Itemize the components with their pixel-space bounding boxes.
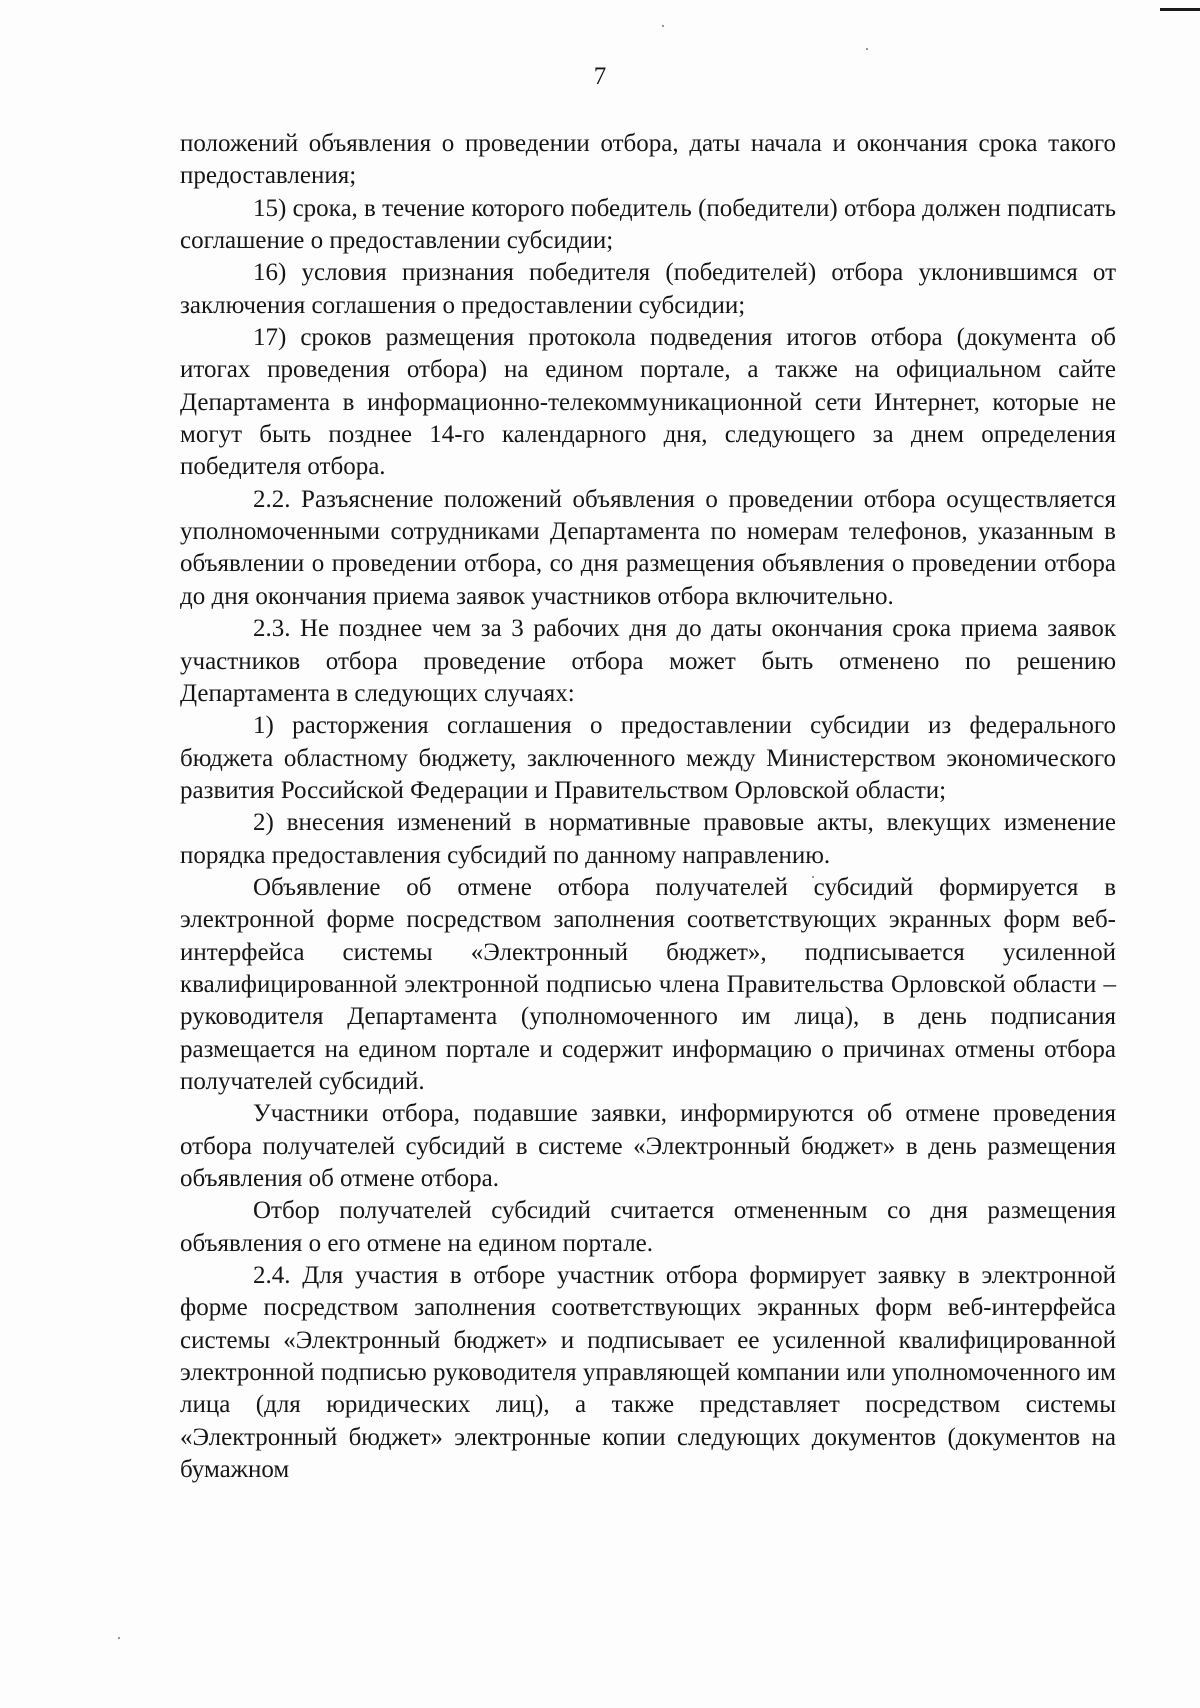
paragraph: Участники отбора, подавшие заявки, информируются об отмене проведения отбора получателей субсидий в системе «Электронный бюджет» в день размещения объявления об отмене отбора.	[180, 1100, 1116, 1192]
paragraph: 2) внесения изменений в нормативные правовые акты, влекущих изменение порядка предоставления субсидий по данному направлению.	[180, 809, 1116, 869]
paragraph: 17) сроков размещения протокола подведения итогов отбора (документа об итогах проведения отбора) на едином портале, а также на официальном сайте Департамента в информационно-телекоммуникационной сети Интернет, которые не могут быть позднее 14-го календарного дня, следующего за днем определения победителя отбора.	[180, 324, 1116, 481]
scan-speck	[866, 48, 868, 50]
scan-speck	[662, 25, 664, 27]
paragraph: 15) срока, в течение которого победитель (победители) отбора должен подписать соглашение о предоставлении субсидии;	[180, 194, 1116, 255]
page-number: 7	[593, 63, 607, 90]
paragraph: Объявление об отмене отбора получателей субсидий формируется в электронной форме посредством заполнения соответствующих экранных форм веб-интерфейса системы «Электронный бюджет», подписывается усиленной квалифицированной электронной подписью члена Правительства Орловской области – руководителя Департамента (уполномоченного им лица), в день подписания размещается на едином портале и содержит информацию о причинах отмены отбора получателей субсидий.	[180, 873, 1116, 1095]
paragraph: 2.2. Разъяснение положений объявления о проведении отбора осуществляется уполномоченными сотрудниками Департамента по номерам телефонов, указанным в объявлении о проведении отбора, со дня размещения объявления о проведении отбора до дня окончания приема заявок участников отбора включительно.	[180, 485, 1116, 610]
paragraph: 2.4. Для участия в отборе участник отбора формирует заявку в электронной форме посредством заполнения соответствующих экранных форм веб-интерфейса системы «Электронный бюджет» и подписывает ее усиленной квалифицированной электронной подписью руководителя управляющей компании или уполномоченного им лица (для юридических лиц), а также представляет посредством системы «Электронный бюджет» электронные копии следующих документов (документов на бумажном	[180, 1262, 1116, 1484]
scan-speck	[118, 1637, 120, 1639]
document-body	[180, 128, 1116, 1486]
scan-corner-mark	[1160, 8, 1200, 11]
paragraph: Отбор получателей субсидий считается отмененным со дня размещения объявления о его отмене на едином портале.	[180, 1197, 1116, 1257]
paragraph: 1) расторжения соглашения о предоставлении субсидии из федерального бюджета областному бюджету, заключенного между Министерством экономического развития Российской Федерации и Правительством Орловской области;	[180, 712, 1116, 804]
paragraph: положений объявления о проведении отбора, даты начала и окончания срока такого предоставления;	[180, 130, 1116, 190]
paragraph: 2.3. Не позднее чем за 3 рабочих дня до даты окончания срока приема заявок участников отбора проведение отбора может быть отменено по решению Департамента в следующих случаях:	[180, 615, 1116, 707]
paragraph: 16) условия признания победителя (победителей) отбора уклонившимся от заключения соглашения о предоставлении субсидии;	[180, 259, 1116, 319]
